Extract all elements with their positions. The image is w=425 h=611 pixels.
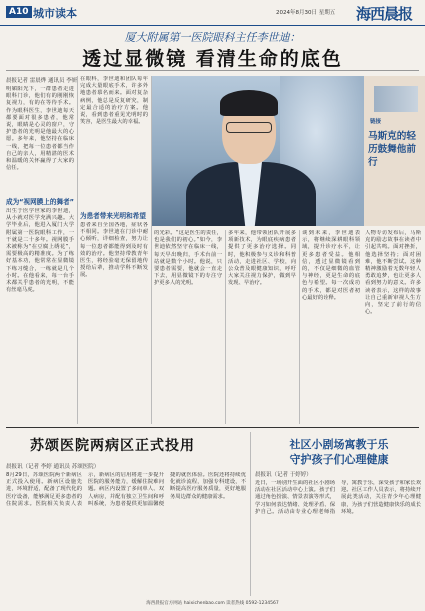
column-rule: [250, 432, 251, 596]
article3-subtitle: 守护孩子们心理健康: [289, 453, 389, 466]
lead-byline: 晨报记者 雷晨烨 通讯员 李妍: [6, 78, 78, 84]
column-rule: [225, 230, 226, 424]
sidebar-text: 人物专访发布后，马斯克的励志故事在读者中引起共鸣。面对挫折，他选择坚持；面对困难，他不断尝试。这种精神激励着无数年轻人勇敢追梦，也让更多人看到努力的意义。许多读者表示，这样的故事让自己重新审视人生方向，坚定了前行的信心。: [365, 230, 421, 316]
publication-date: 2024年8月30日 星期五: [276, 10, 336, 16]
article2-title: 苏颂医院两病区正式投用: [30, 438, 195, 454]
doctor-portrait-photo: [152, 76, 364, 226]
masthead: [0, 0, 425, 26]
article3-title: 社区小剧场寓教于乐: [289, 438, 389, 451]
lead-col1-text2: 出生于医学世家的李世迪，从小就对医学充满兴趣。大学毕业后，他进入厦门大学附属第一医院眼科工作，一干就是二十多年。视网膜手术被称为“在豆腐上绣花”，需要极高的精准度。为了练好基本功，他常常在显微镜下练习缝合，一练就是几个小时。在他看来，每一台手术都关乎患者的光明，不能有丝毫马虎。: [6, 208, 74, 294]
lead-col1-text: 明媚阳光下，一群患者走进眼科门诊，他们有的刚刚恢复视力，有的在等待手术。作为眼科医生，李世迪每天都要面对很多患者，他常说，眼睛是心灵的窗户，守护患者的光明是他最大的心愿。多年来，他坚持在临床一线，把每一位患者都当作自己的亲人，用精湛的医术和温暖的关怀赢得了大家的信任。: [6, 86, 74, 172]
lead-col4-text: 谈到未来，李世迪表示，将继续深耕眼科领域，提升诊疗水平，让更多患者受益。他相信，透过显微镜看到的，不仅是细微的血管与神经，更是生命的底色与希望。每一次成功的手术，都是对医者初心最好的诠释。: [302, 230, 360, 301]
sidebar-label: 链接: [370, 119, 382, 125]
lead-headline: 透过显微镜 看清生命的底色: [82, 48, 343, 70]
lead-col2-text: 在眼科，李世迪和团队每年完成大量眼底手术，许多外地患者慕名而来。面对复杂病例，他总是反复研究，制定最合适的治疗方案。他说，看到患者重见光明时的笑容，是医生最大的幸福。: [80, 76, 148, 126]
newspaper-logo: 海西晨报: [356, 5, 413, 23]
lead-col3-text: 的光彩。“这是医生的责任，也是我们的初心。”如今，李世迪依然坚守在临床一线，每天早出晚归，手术台前一站就是数个小时。他说，只要患者需要，他就会一直走下去，用显微镜下的专注守护更多人的光明。: [154, 230, 222, 287]
article3-text: 近日，一场别开生面的社区小剧场活动在社区活动中心上演。孩子们通过角色扮演、情景表演等形式，学习如何表达情绪、处理矛盾、保护自己。活动由专业心理老师指导，寓教于乐，深受孩子和家长欢迎。社区工作人员表示，将持续开展此类活动，关注青少年心理健康，为孩子们营造健康快乐的成长环境。: [255, 480, 421, 515]
lead-col2-text2: 患者来自全国各地，症状各不相同。李世迪在门诊中耐心倾听，详细检查，努力让每一位患者都能得到及时有效的治疗。他坚持带教青年医生，将经验毫无保留地传授给后辈，推动学科不断发展。: [80, 222, 148, 279]
section-title: 城市读本: [33, 7, 77, 20]
sidebar-title: 马斯克的轻历鼓舞他前行: [368, 131, 416, 168]
article2-text: 8月29日，苏颂医院两个新病区正式投入使用。新病区设施先进，环境舒适，配备了现代化的医疗设备，能够满足更多患者的住院需求。医院相关负责人表示，新病区的启用将进一步提升医院的服务能力，缓解住院难问题。病区内设置了多间单人、双人病房，并配有独立卫生间和呼叫系统，为患者提供更加温馨便捷的就医体验。医院还将持续优化就诊流程，加强专科建设，不断提高医疗服务质量，更好地服务周边群众的健康需求。: [6, 472, 246, 507]
lead-col2-subhead: 为患者带来光明和希望: [80, 212, 146, 220]
page-footer: 海西晨报官方网站 haixichenbao.com 读者热线 0592-1234567: [146, 601, 279, 606]
sidebar-photo: [374, 86, 418, 112]
column-rule: [77, 76, 78, 424]
page-number: A10: [6, 6, 32, 18]
headline-rule: [6, 70, 419, 71]
article3-byline: 晨报讯（记者 于婷婷）: [255, 472, 312, 478]
column-rule: [299, 230, 300, 424]
lead-kicker: 厦大附属第一医院眼科主任李世迪：: [124, 31, 301, 44]
section-divider: [6, 427, 419, 428]
lead-col3-text2: 多年来，他带领团队开展多项新技术，为眼底疾病患者提供了更多治疗选择。同时，他积极参与义诊和科普活动，走进社区、学校，向公众普及眼健康知识，呼吁大家关注视力保护，做到早发现、早治疗。: [228, 230, 296, 287]
lead-col1-subhead: 成为“视网膜上的舞者”: [6, 198, 75, 206]
article2-byline: 晨报讯（记者 李婷 通讯员 苏颂医院）: [6, 464, 100, 470]
